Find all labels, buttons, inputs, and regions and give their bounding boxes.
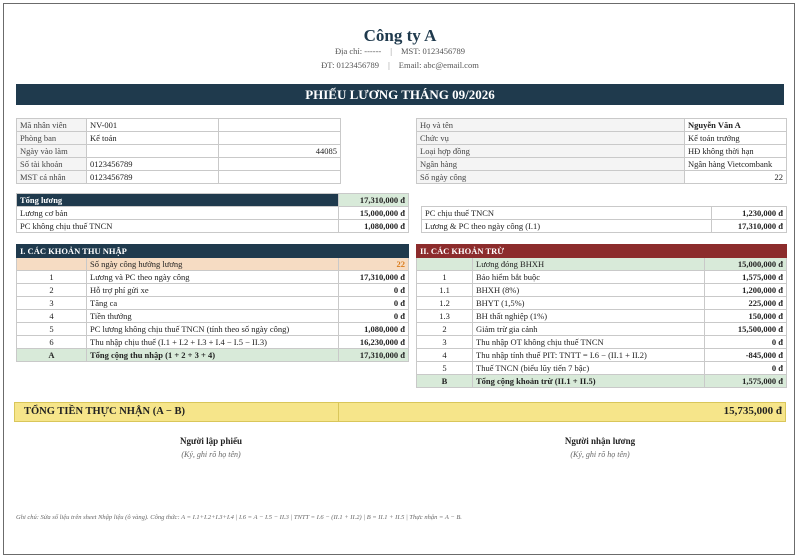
info-label: Phòng ban: [17, 132, 87, 145]
company-address-line: Địa chỉ: ------ | MST: 0123456789: [334, 46, 465, 56]
row-value: 15,500,000 đ: [705, 323, 787, 336]
income-row: [17, 310, 409, 323]
employee-name: Nguyễn Văn A: [685, 119, 787, 132]
row-no: A: [17, 349, 87, 362]
info-row: [417, 132, 787, 145]
info-value: Ngân hàng Vietcombank: [685, 158, 787, 171]
info-extra: [219, 158, 341, 171]
info-value: Kế toán trưởng: [685, 132, 787, 145]
row-value: 1,080,000 đ: [339, 323, 409, 336]
row-no: 5: [417, 362, 473, 375]
deductions-header-label: II. CÁC KHOẢN TRỪ: [417, 245, 787, 258]
summary-label: Tổng lương: [17, 194, 339, 207]
row-no: B: [417, 375, 473, 388]
row-label: Tổng cộng khoản trừ (II.1 + II.5): [473, 375, 705, 388]
summary-row: [17, 220, 409, 233]
base-label: Lương đóng BHXH: [473, 258, 705, 271]
info-label: Số ngày công: [417, 171, 685, 184]
row-label: Thu nhập chịu thuế (I.1 + I.2 + I.3 + I.4 − I.5 − II.3): [87, 336, 339, 349]
row-value: 1,200,000 đ: [705, 284, 787, 297]
row-no: 1.1: [417, 284, 473, 297]
info-value: Kế toán: [87, 132, 219, 145]
footnote: Ghi chú: Sửa số liệu trên sheet Nhập liệu (ô vàng). Công thức: A = I.1+I.2+I.3+I.4 | I.6 = A − I.5 − II.3 | TNTT = I.6 − (II.1 + II.2) | B = II.1 + II.5 | Thực nhận = A − B.: [16, 514, 462, 521]
summary-value: 17,310,000 đ: [712, 220, 787, 233]
salary-summary-left: [16, 193, 409, 233]
info-row: [17, 145, 341, 158]
info-label: Số tài khoản: [17, 158, 87, 171]
info-value: NV-001: [87, 119, 219, 132]
income-row: [17, 297, 409, 310]
deductions-table: [416, 244, 787, 388]
summary-value: 17,310,000 đ: [339, 194, 409, 207]
summary-value: 1,080,000 đ: [339, 220, 409, 233]
income-header: [17, 245, 409, 258]
info-row: [17, 132, 341, 145]
employee-info-left: [16, 118, 341, 184]
row-value: 1,575,000 đ: [705, 271, 787, 284]
net-pay-label: TỔNG TIỀN THỰC NHẬN (A − B): [24, 406, 185, 417]
info-label: MST cá nhân: [17, 171, 87, 184]
row-value: 1,575,000 đ: [705, 375, 787, 388]
deduction-row: [417, 271, 787, 284]
row-label: BHYT (1,5%): [473, 297, 705, 310]
salary-summary-right: [421, 206, 787, 233]
row-value: 0 đ: [705, 362, 787, 375]
info-row: [417, 119, 787, 132]
income-row: [17, 336, 409, 349]
summary-label: Lương cơ bản: [17, 207, 339, 220]
row-value: 225,000 đ: [705, 297, 787, 310]
row-label: PC lương không chịu thuế TNCN (tính theo số ngày công): [87, 323, 339, 336]
summary-row: [422, 220, 787, 233]
row-label: Thuế TNCN (biểu lũy tiến 7 bậc): [473, 362, 705, 375]
info-extra: [219, 119, 341, 132]
row-value: 17,310,000 đ: [339, 271, 409, 284]
workdays-value: 22: [339, 258, 409, 271]
info-label: Mã nhân viên: [17, 119, 87, 132]
income-row: [17, 271, 409, 284]
row-no: 1.3: [417, 310, 473, 323]
row-value: 0 đ: [339, 310, 409, 323]
summary-value: 15,000,000 đ: [339, 207, 409, 220]
row-value: 17,310,000 đ: [339, 349, 409, 362]
row-label: BHXH (8%): [473, 284, 705, 297]
info-row: [417, 171, 787, 184]
signature-receiver-hint: (Ký, ghi rõ họ tên): [570, 450, 630, 459]
info-label: Ngân hàng: [417, 158, 685, 171]
info-row: [417, 145, 787, 158]
info-value: HĐ không thời hạn: [685, 145, 787, 158]
deduction-row: [417, 297, 787, 310]
row-no: 3: [417, 336, 473, 349]
summary-label: Lương & PC theo ngày công (I.1): [422, 220, 712, 233]
row-no: 4: [417, 349, 473, 362]
row-label: Bảo hiểm bắt buộc: [473, 271, 705, 284]
row-no: 1: [17, 271, 87, 284]
summary-total-row: [17, 194, 409, 207]
deductions-base-row: [417, 258, 787, 271]
row-label: Tăng ca: [87, 297, 339, 310]
row-value: 0 đ: [339, 297, 409, 310]
summary-value: 1,230,000 đ: [712, 207, 787, 220]
row-value: 0 đ: [705, 336, 787, 349]
info-value: [87, 145, 219, 158]
summary-row: [17, 207, 409, 220]
deduction-row: [417, 323, 787, 336]
deduction-row: [417, 284, 787, 297]
base-value: 15,000,000 đ: [705, 258, 787, 271]
signature-receiver-title: Người nhận lương: [564, 436, 636, 446]
info-row: [17, 171, 341, 184]
info-value: 0123456789: [87, 158, 219, 171]
deductions-header: [417, 245, 787, 258]
row-label: Thu nhập OT không chịu thuế TNCN: [473, 336, 705, 349]
income-row: [17, 323, 409, 336]
info-extra: [219, 132, 341, 145]
row-no: 3: [17, 297, 87, 310]
net-pay-value: 15,735,000 đ: [723, 405, 782, 417]
deduction-row: [417, 362, 787, 375]
row-no: 5: [17, 323, 87, 336]
deduction-row: [417, 349, 787, 362]
workdays-label: Số ngày công hưởng lương: [87, 258, 339, 271]
row-no: 1: [417, 271, 473, 284]
info-row: [17, 119, 341, 132]
company-tax-code: MST: 0123456789: [400, 46, 465, 56]
employee-info-right: [416, 118, 787, 184]
row-no: 2: [17, 284, 87, 297]
income-table: [16, 244, 409, 362]
summary-label: PC chịu thuế TNCN: [422, 207, 712, 220]
company-phone: ĐT: 0123456789: [321, 60, 380, 70]
row-label: Tổng cộng thu nhập (1 + 2 + 3 + 4): [87, 349, 339, 362]
signature-preparer-title: Người lập phiếu: [180, 436, 242, 446]
info-extra: 44085: [219, 145, 341, 158]
company-name: Công ty A: [363, 26, 437, 45]
net-pay-divider: [338, 402, 339, 422]
row-label: BH thất nghiệp (1%): [473, 310, 705, 323]
info-label: Chức vụ: [417, 132, 685, 145]
summary-label: PC không chịu thuế TNCN: [17, 220, 339, 233]
deduction-row: [417, 336, 787, 349]
row-no: 2: [417, 323, 473, 336]
income-header-label: I. CÁC KHOẢN THU NHẬP: [17, 245, 409, 258]
info-label: Họ và tên: [417, 119, 685, 132]
info-value: 22: [685, 171, 787, 184]
row-no: 1.2: [417, 297, 473, 310]
income-row: [17, 284, 409, 297]
row-value: -845,000 đ: [705, 349, 787, 362]
company-email: Email: abc@email.com: [398, 60, 479, 70]
income-workdays-row: [17, 258, 409, 271]
row-value: 16,230,000 đ: [339, 336, 409, 349]
deduction-row: [417, 310, 787, 323]
row-label: Tiền thưởng: [87, 310, 339, 323]
payslip-banner: PHIẾU LƯƠNG THÁNG 09/2026: [16, 84, 784, 105]
info-value: 0123456789: [87, 171, 219, 184]
row-label: Lương và PC theo ngày công: [87, 271, 339, 284]
info-row: [17, 158, 341, 171]
company-address: Địa chỉ: ------: [334, 46, 382, 56]
row-value: 150,000 đ: [705, 310, 787, 323]
row-label: Hỗ trợ phí gửi xe: [87, 284, 339, 297]
row-label: Thu nhập tính thuế PIT: TNTT = I.6 − (II.1 + II.2): [473, 349, 705, 362]
row-no: 6: [17, 336, 87, 349]
row-value: 0 đ: [339, 284, 409, 297]
income-total-row: [17, 349, 409, 362]
company-contact-line: ĐT: 0123456789 | Email: abc@email.com: [321, 60, 479, 70]
info-label: Loại hợp đồng: [417, 145, 685, 158]
info-row: [417, 158, 787, 171]
info-extra: [219, 171, 341, 184]
info-label: Ngày vào làm: [17, 145, 87, 158]
deductions-total-row: [417, 375, 787, 388]
signature-preparer-hint: (Ký, ghi rõ họ tên): [181, 450, 241, 459]
row-label: Giảm trừ gia cảnh: [473, 323, 705, 336]
row-no: 4: [17, 310, 87, 323]
summary-row: [422, 207, 787, 220]
